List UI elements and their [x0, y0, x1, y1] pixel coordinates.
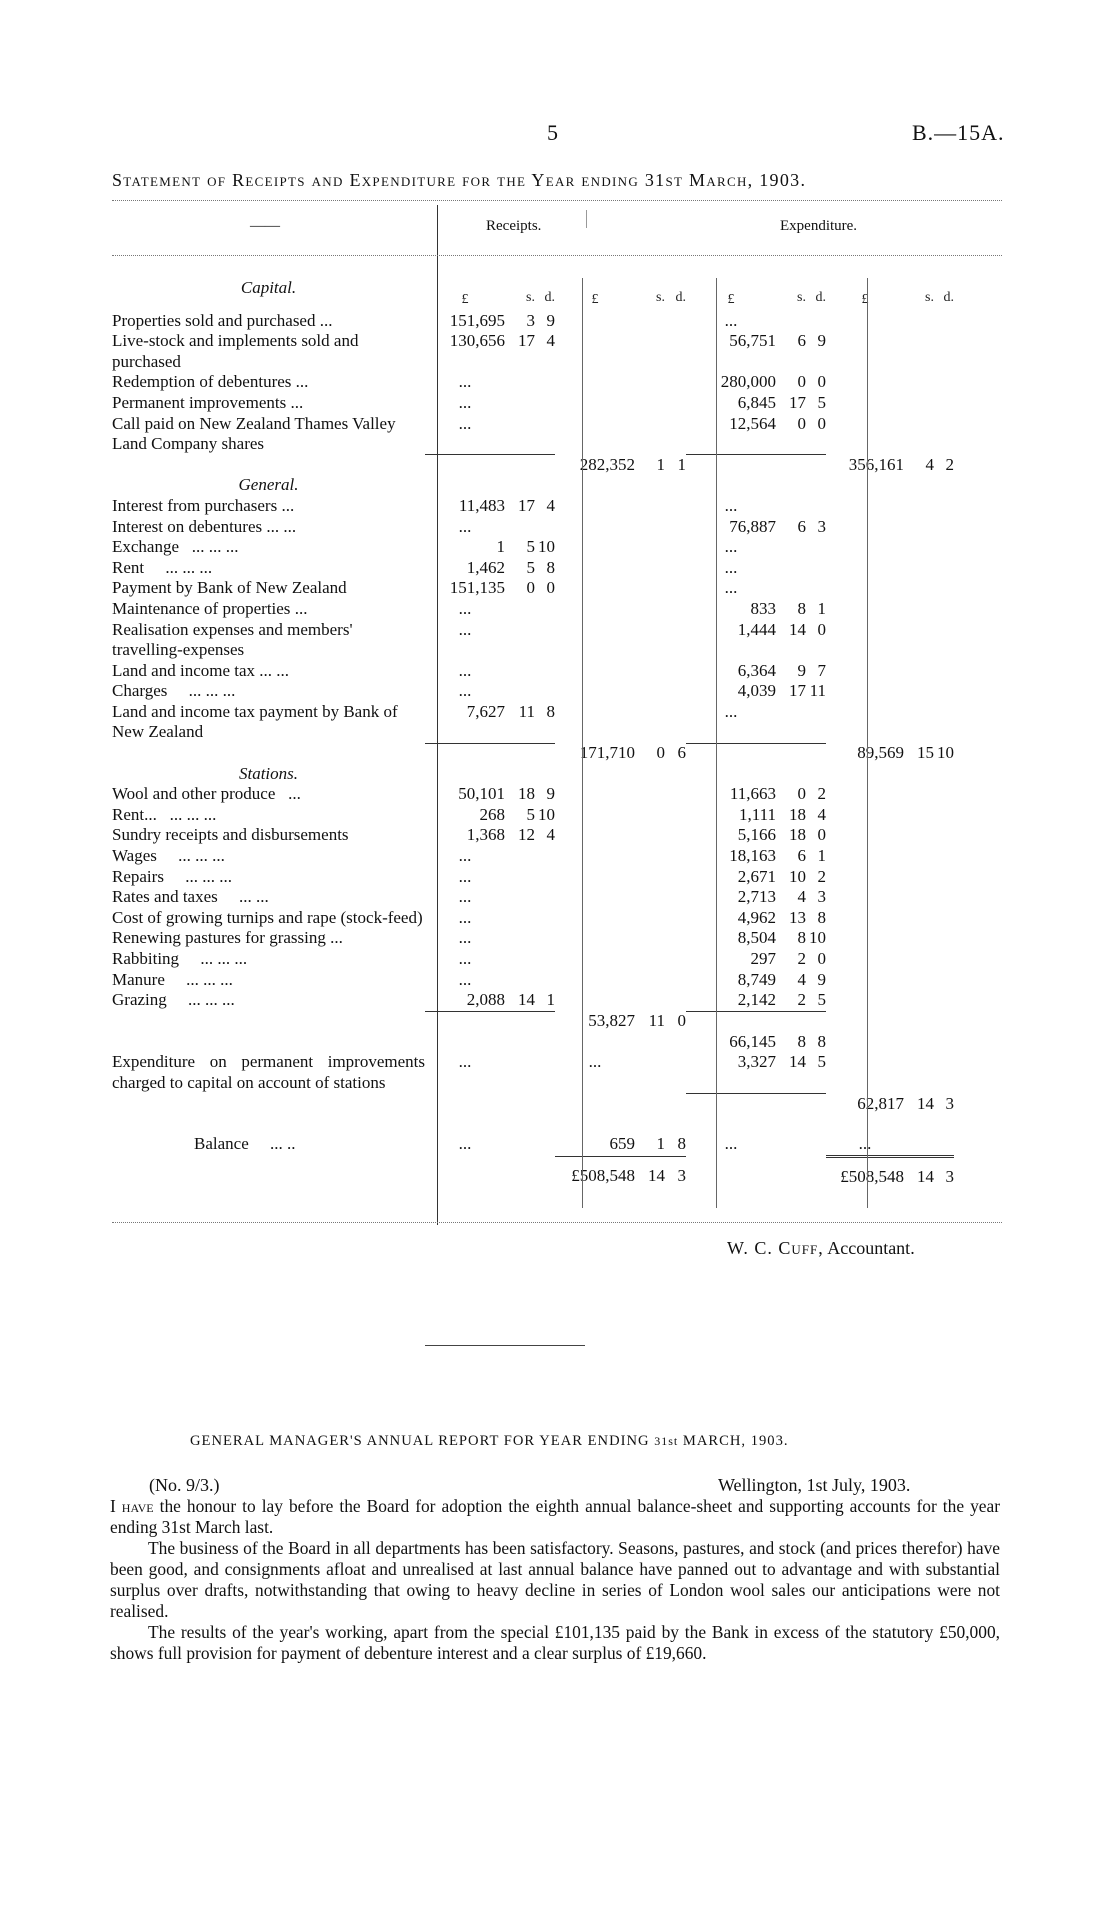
expenditure-total-pounds: 356,161: [848, 454, 904, 474]
receipt-ellipsis: ...: [458, 598, 472, 618]
table-row: [112, 990, 954, 1011]
receipt-shillings: 14: [518, 990, 535, 1010]
expenditure-shillings: 6: [797, 331, 806, 351]
table-row: [112, 414, 954, 455]
row-description: Cost of growing turnips and rape (stock-feed): [112, 907, 423, 927]
receipt-pounds: 151,695: [449, 310, 505, 330]
receipt-shillings: 17: [518, 331, 535, 351]
table-row: [112, 620, 954, 661]
grand-total-currency: £: [840, 1166, 849, 1186]
unit-s: s.: [656, 290, 665, 305]
table-row: [112, 496, 954, 517]
capital-heading: Capital.: [240, 278, 297, 297]
row-description: Redemption of debentures: [112, 372, 292, 392]
header-rule: [112, 255, 1002, 256]
dot-leader: ... ... ...: [188, 990, 235, 1010]
header-tick: [586, 210, 587, 228]
receipt-pence: 0: [546, 578, 555, 598]
receipt-pence: 8: [546, 557, 555, 577]
expenditure-shillings: 6: [797, 846, 806, 866]
table-row: [112, 970, 954, 991]
expenditure-ellipsis: ...: [724, 495, 738, 515]
expenditure-pounds: 12,564: [729, 413, 776, 433]
receipt-shillings: 18: [518, 784, 535, 804]
general-heading: General.: [238, 475, 299, 495]
section-separator: [425, 1345, 585, 1346]
table-row: [112, 846, 954, 867]
expenditure-pounds: 2,142: [737, 990, 776, 1010]
expenditure-shillings: 8: [797, 928, 806, 948]
expenditure-pounds: 4,962: [737, 907, 776, 927]
dot-leader: ... ... ...: [186, 969, 233, 989]
table-row: [112, 805, 954, 826]
expenditure-total-ellipsis: ...: [858, 1134, 872, 1154]
receipt-ellipsis: ...: [458, 928, 472, 948]
expenditure-shillings: 10: [789, 866, 806, 886]
expenditure-total-pence: 10: [937, 743, 954, 763]
expenditure-shillings: 2: [797, 990, 806, 1010]
receipt-shillings: 17: [518, 495, 535, 515]
receipt-ellipsis: ...: [458, 887, 472, 907]
receipt-shillings: 11: [518, 701, 535, 721]
expenditure-pounds: 8,749: [737, 969, 776, 989]
expenditure-pence: 0: [817, 413, 826, 433]
expenditure-ellipsis: ...: [724, 701, 738, 721]
receipt-pounds: 2,088: [466, 990, 505, 1010]
expenditure-total-pence: 2: [945, 454, 954, 474]
table-row: [112, 928, 954, 949]
expenditure-shillings: 2: [797, 949, 806, 968]
receipt-pence: 10: [538, 804, 555, 824]
unit-d: d.: [675, 290, 686, 305]
table-row: [112, 887, 954, 908]
expenditure-shillings: 0: [797, 413, 806, 433]
expenditure-ellipsis: ...: [724, 578, 738, 598]
receipt-shillings: 3: [526, 310, 535, 330]
expenditure-pence: 0: [817, 949, 826, 968]
dot-leader: ... ... ...: [165, 557, 213, 577]
col-header-receipts: Receipts.: [486, 218, 542, 234]
receipt-pence: 1: [546, 990, 555, 1010]
expenditure-shillings: 18: [789, 804, 806, 824]
section-total-stations: [112, 1011, 954, 1032]
balance-pence: 8: [677, 1134, 686, 1154]
receipt-ellipsis: ...: [458, 949, 472, 968]
row-description: Land and income tax: [112, 660, 256, 680]
dot-leader: ... ..: [270, 1134, 296, 1154]
dot-leader: ...: [319, 310, 333, 330]
table-row: [112, 825, 954, 846]
expenditure-shillings: 14: [789, 1052, 806, 1072]
row-description: Wool and other produce: [112, 784, 276, 804]
unit-s: s.: [526, 290, 535, 305]
expenditure-shillings: 9: [797, 660, 806, 680]
expenditure-pence: 0: [817, 619, 826, 639]
table-row: [112, 517, 954, 538]
dot-leader: ...: [283, 516, 297, 536]
expenditure-shillings: 17: [789, 392, 806, 412]
dot-leader: ... ... ...: [200, 949, 248, 968]
receipt-pounds: 268: [479, 804, 505, 824]
grand-total-expenditure-shillings: 14: [904, 1156, 934, 1187]
report-title: [190, 1433, 789, 1450]
receipt-shillings: 5: [526, 537, 535, 557]
receipt-total-pounds: 53,827: [588, 1011, 635, 1031]
table-row: [112, 702, 954, 743]
row-description: Rabbiting: [112, 949, 180, 968]
expenditure-pence: 3: [817, 887, 826, 907]
expenditure-pence: 5: [817, 1052, 826, 1072]
expenditure-total-shillings: 14: [917, 1093, 934, 1113]
expenditure-pounds: 11,663: [729, 784, 776, 804]
expenditure-pounds: 8,504: [737, 928, 776, 948]
report-paragraph-1: [110, 1496, 1000, 1538]
receipt-ellipsis: ...: [458, 413, 472, 433]
footer-rule: [112, 1222, 1002, 1223]
expenditure-pounds: 6,364: [737, 660, 776, 680]
table-row: [112, 558, 954, 579]
receipt-ellipsis: ...: [458, 846, 472, 866]
receipt-ellipsis: ...: [458, 1134, 472, 1154]
column-rule-mid: [716, 278, 717, 1208]
statement-title: Statement of Receipts and Expenditure for the Year ending 31st March, 1903.: [112, 170, 807, 190]
expenditure-subtotal-pence: 8: [817, 1031, 826, 1051]
table-row: [112, 1052, 954, 1093]
table-row: [112, 372, 954, 393]
section-heading-general: [112, 475, 954, 496]
receipt-pence: 9: [546, 784, 555, 804]
receipt-ellipsis: ...: [458, 969, 472, 989]
expenditure-ellipsis: ...: [724, 310, 738, 330]
expenditure-pence: 7: [817, 660, 826, 680]
dot-leader: ... ...: [259, 660, 290, 680]
receipt-ellipsis: ...: [458, 1052, 472, 1072]
receipt-ellipsis: ...: [458, 681, 472, 701]
row-description: Renewing pastures for grassing: [112, 928, 326, 948]
dot-leader: ...: [295, 372, 309, 392]
grand-total-currency: £: [571, 1165, 580, 1185]
row-description: Call paid on New Zealand Thames Valley Land Company shares: [112, 413, 396, 454]
unit-pound: £: [861, 292, 869, 307]
report-reference: (No. 9/3.): [149, 1475, 220, 1495]
receipt-total-shillings: 1: [656, 454, 665, 474]
table-row: [112, 331, 954, 372]
expenditure-subtotal-shillings: 8: [797, 1031, 806, 1051]
receipt-total-pence: 6: [677, 743, 686, 763]
expenditure-pounds: 1,111: [739, 804, 776, 824]
expenditure-pence: 11: [809, 681, 826, 701]
unit-pound: £: [727, 292, 735, 307]
expenditure-pence: 9: [817, 969, 826, 989]
dot-leader: ...: [281, 495, 295, 515]
section-total-capital: [112, 455, 954, 476]
balance-row: [112, 1114, 954, 1156]
subtotal-row: [112, 1032, 954, 1053]
receipt-total-shillings: 0: [656, 743, 665, 763]
expenditure-pounds: 2,713: [737, 887, 776, 907]
grand-total-row: [112, 1156, 954, 1187]
unit-s: s.: [925, 290, 934, 305]
document-reference: B.—15A.: [912, 120, 1005, 145]
expenditure-pence: 2: [817, 784, 826, 804]
row-description: Live-stock and implements sold and purchased: [112, 331, 359, 371]
receipt-total-ellipsis: ...: [588, 1052, 602, 1072]
row-description: Interest from purchasers: [112, 495, 278, 515]
dot-leader: ...: [330, 928, 343, 948]
grand-total-receipts-pounds: 508,548: [579, 1165, 635, 1185]
receipt-ellipsis: ...: [458, 907, 472, 927]
grand-total-expenditure-pounds: 508,548: [848, 1166, 904, 1186]
row-description: Interest on debentures ...: [112, 516, 280, 536]
report-paragraph-3: [110, 1622, 1000, 1664]
expenditure-total-pounds: 62,817: [857, 1093, 904, 1113]
row-description: Wages: [112, 846, 157, 866]
table-row: [112, 578, 954, 599]
stations-heading: Stations.: [238, 763, 299, 783]
section-total-general: [112, 743, 954, 764]
row-description: Payment by Bank of New Zealand: [112, 578, 347, 598]
section-heading-stations: [112, 764, 954, 785]
expenditure-pence: 9: [817, 331, 826, 351]
stations-total-row: [112, 1094, 954, 1115]
paragraph-text: the honour to lay before the Board for adoption the eighth annual balance-sheet and supporting accounts for the year ending 31st March last.: [110, 1496, 1000, 1537]
expenditure-shillings: 4: [797, 969, 806, 989]
title-rule: [112, 200, 1002, 201]
expenditure-pounds: 5,166: [737, 825, 776, 845]
receipt-pounds: 1,368: [466, 825, 505, 845]
expenditure-pounds: 76,887: [729, 516, 776, 536]
col-header-dash: ——: [250, 218, 280, 234]
expenditure-pence: 5: [817, 990, 826, 1010]
table-row: [112, 599, 954, 620]
paragraph-text: The results of the year's working, apart from the special £101,135 paid by the Bank in excess of the statutory £50,000, shows full provision for payment of debenture interest and a clear surplus of £19,660.: [110, 1622, 1000, 1663]
expenditure-pounds: 2,671: [737, 866, 776, 886]
dot-leader: ...: [294, 598, 308, 618]
row-description: Land and income tax payment by Bank of New Zealand: [112, 701, 398, 742]
table-row: [112, 867, 954, 888]
expenditure-pence: 0: [817, 372, 826, 392]
receipt-total-pence: 0: [677, 1011, 686, 1031]
expenditure-pounds: 18,163: [729, 846, 776, 866]
row-description: Rent: [112, 557, 145, 577]
expenditure-shillings: 4: [797, 887, 806, 907]
expenditure-pence: 2: [817, 866, 826, 886]
paragraph-lead: I have: [110, 1496, 154, 1516]
receipt-pence: 4: [546, 825, 555, 845]
row-description: Properties sold and purchased: [112, 310, 316, 330]
expenditure-shillings: 6: [797, 516, 806, 536]
grand-total-expenditure-pence: 3: [934, 1156, 954, 1187]
expenditure-pence: 8: [817, 907, 826, 927]
receipt-pence: 4: [546, 331, 555, 351]
expenditure-pence: 1: [817, 846, 826, 866]
dot-leader: ... ... ...: [191, 537, 239, 557]
expenditure-shillings: 0: [797, 372, 806, 392]
row-description: Realisation expenses and members' travelling-expenses: [112, 619, 353, 660]
balance-label: Balance: [194, 1134, 249, 1154]
report-date: Wellington, 1st July, 1903.: [718, 1475, 911, 1495]
balance-shillings: 1: [656, 1134, 665, 1154]
expenditure-shillings: 18: [789, 825, 806, 845]
balance-pounds: 659: [609, 1134, 635, 1154]
expenditure-ellipsis: ...: [724, 537, 738, 557]
report-title-date: 31st: [654, 1434, 679, 1448]
expenditure-shillings: 8: [797, 598, 806, 618]
dot-leader: ...: [290, 392, 304, 412]
receipt-total-shillings: 11: [648, 1011, 665, 1031]
expenditure-pounds: 56,751: [729, 331, 776, 351]
expenditure-shillings: 14: [789, 619, 806, 639]
receipt-pounds: 151,135: [449, 578, 505, 598]
unit-d: d.: [943, 290, 954, 305]
receipt-pence: 10: [538, 537, 555, 557]
grand-total-receipts-shillings: 14: [635, 1156, 665, 1187]
table-row: [112, 311, 954, 332]
receipt-total-pounds: 171,710: [579, 743, 635, 763]
expenditure-pence: 0: [817, 825, 826, 845]
col-header-expenditure: Expenditure.: [780, 218, 858, 234]
column-rule-receipts: [582, 278, 583, 1208]
expenditure-pounds: 1,444: [737, 619, 776, 639]
dot-leader: ...: [288, 784, 301, 804]
signature: [727, 1238, 915, 1259]
grand-total-receipts-pence: 3: [665, 1156, 686, 1187]
row-description: Grazing: [112, 990, 167, 1010]
expenditure-pounds: 833: [750, 598, 776, 618]
row-description: Sundry receipts and disbursements: [112, 825, 349, 845]
receipt-shillings: 5: [526, 804, 535, 824]
column-rule-expenditure: [867, 278, 868, 1208]
expenditure-pence: 4: [817, 804, 826, 824]
unit-s: s.: [797, 290, 806, 305]
table-row: [112, 681, 954, 702]
paragraph-text: The business of the Board in all departments has been satisfactory. Seasons, pastures, and stock (and prices therefor) have been good, and consignments afloat and unrealised at last annual balance have panned out to advantage and with substantial surplus over drafts, notwithstanding that owing to heavy decline in series of London wool sales our anticipations were not realised.: [110, 1538, 1000, 1621]
receipt-shillings: 12: [518, 825, 535, 845]
receipt-pounds: 1: [496, 537, 505, 557]
signatory-title: Accountant.: [827, 1238, 915, 1258]
row-description: Maintenance of properties: [112, 598, 291, 618]
expenditure-ellipsis: ...: [724, 1134, 738, 1154]
row-description: Rates and taxes: [112, 887, 218, 907]
expenditure-shillings: 0: [797, 784, 806, 804]
receipt-pence: 4: [546, 495, 555, 515]
expenditure-pence: 3: [817, 516, 826, 536]
receipt-pence: 8: [546, 701, 555, 721]
expenditure-pence: 10: [809, 928, 826, 948]
expenditure-pence: 5: [817, 392, 826, 412]
table-row: [112, 661, 954, 682]
row-description: Expenditure on permanent improvements charged to capital on account of stations: [112, 1052, 425, 1093]
expenditure-pence: 1: [817, 598, 826, 618]
row-description: Charges: [112, 681, 168, 701]
table-row: [112, 393, 954, 414]
receipt-pounds: 7,627: [466, 701, 505, 721]
receipt-pounds: 11,483: [458, 495, 505, 515]
row-description: Rent...: [112, 804, 157, 824]
statement-table: [112, 278, 954, 1187]
expenditure-shillings: 13: [789, 907, 806, 927]
report-title-text: GENERAL MANAGER'S ANNUAL REPORT FOR YEAR ENDING: [190, 1433, 650, 1449]
expenditure-total-shillings: 15: [917, 743, 934, 763]
receipt-total-pence: 1: [677, 454, 686, 474]
receipt-ellipsis: ...: [458, 516, 472, 536]
expenditure-ellipsis: ...: [724, 557, 738, 577]
unit-d: d.: [815, 290, 826, 305]
table-row: [112, 784, 954, 805]
table-row: [112, 537, 954, 558]
receipt-shillings: 0: [526, 578, 535, 598]
receipt-pounds: 130,656: [449, 331, 505, 351]
expenditure-pounds: 280,000: [720, 372, 776, 392]
unit-pound: £: [591, 292, 599, 307]
expenditure-shillings: 17: [789, 681, 806, 701]
receipt-ellipsis: ...: [458, 660, 472, 680]
dot-leader: ... ...: [239, 887, 269, 907]
expenditure-total-pence: 3: [945, 1093, 954, 1113]
signatory-name: W. C. Cuff,: [727, 1238, 824, 1258]
receipt-pounds: 50,101: [458, 784, 505, 804]
unit-d: d.: [544, 290, 555, 305]
receipt-ellipsis: ...: [458, 619, 472, 639]
receipt-ellipsis: ...: [458, 372, 472, 392]
expenditure-subtotal-pounds: 66,145: [729, 1031, 776, 1051]
dot-leader: ... ... ...: [188, 681, 236, 701]
expenditure-pounds: 6,845: [737, 392, 776, 412]
expenditure-pounds: 297: [750, 949, 776, 968]
dot-leader: ... ... ...: [169, 804, 217, 824]
receipt-total-pounds: 282,352: [579, 454, 635, 474]
row-description: Exchange: [112, 537, 180, 557]
dot-leader: ... ... ...: [178, 846, 225, 866]
row-description: Manure: [112, 969, 165, 989]
table-row: [112, 949, 954, 970]
row-description: Repairs: [112, 866, 164, 886]
section-heading-capital: [112, 278, 954, 311]
receipt-pence: 9: [546, 310, 555, 330]
report-title-tail: MARCH, 1903.: [682, 1433, 789, 1449]
report-paragraph-2: [110, 1538, 1000, 1622]
dot-leader: ... ... ...: [185, 866, 232, 886]
unit-pound: £: [461, 292, 469, 307]
expenditure-total-pounds: 89,569: [857, 743, 904, 763]
row-description: Permanent improvements: [112, 392, 287, 412]
receipt-shillings: 5: [526, 557, 535, 577]
receipt-ellipsis: ...: [458, 866, 472, 886]
page-number: 5: [547, 120, 558, 145]
receipt-ellipsis: ...: [458, 392, 472, 412]
expenditure-pounds: 4,039: [737, 681, 776, 701]
receipt-pounds: 1,462: [466, 557, 505, 577]
expenditure-total-shillings: 4: [925, 454, 934, 474]
table-row: [112, 908, 954, 929]
expenditure-pounds: 3,327: [737, 1052, 776, 1072]
